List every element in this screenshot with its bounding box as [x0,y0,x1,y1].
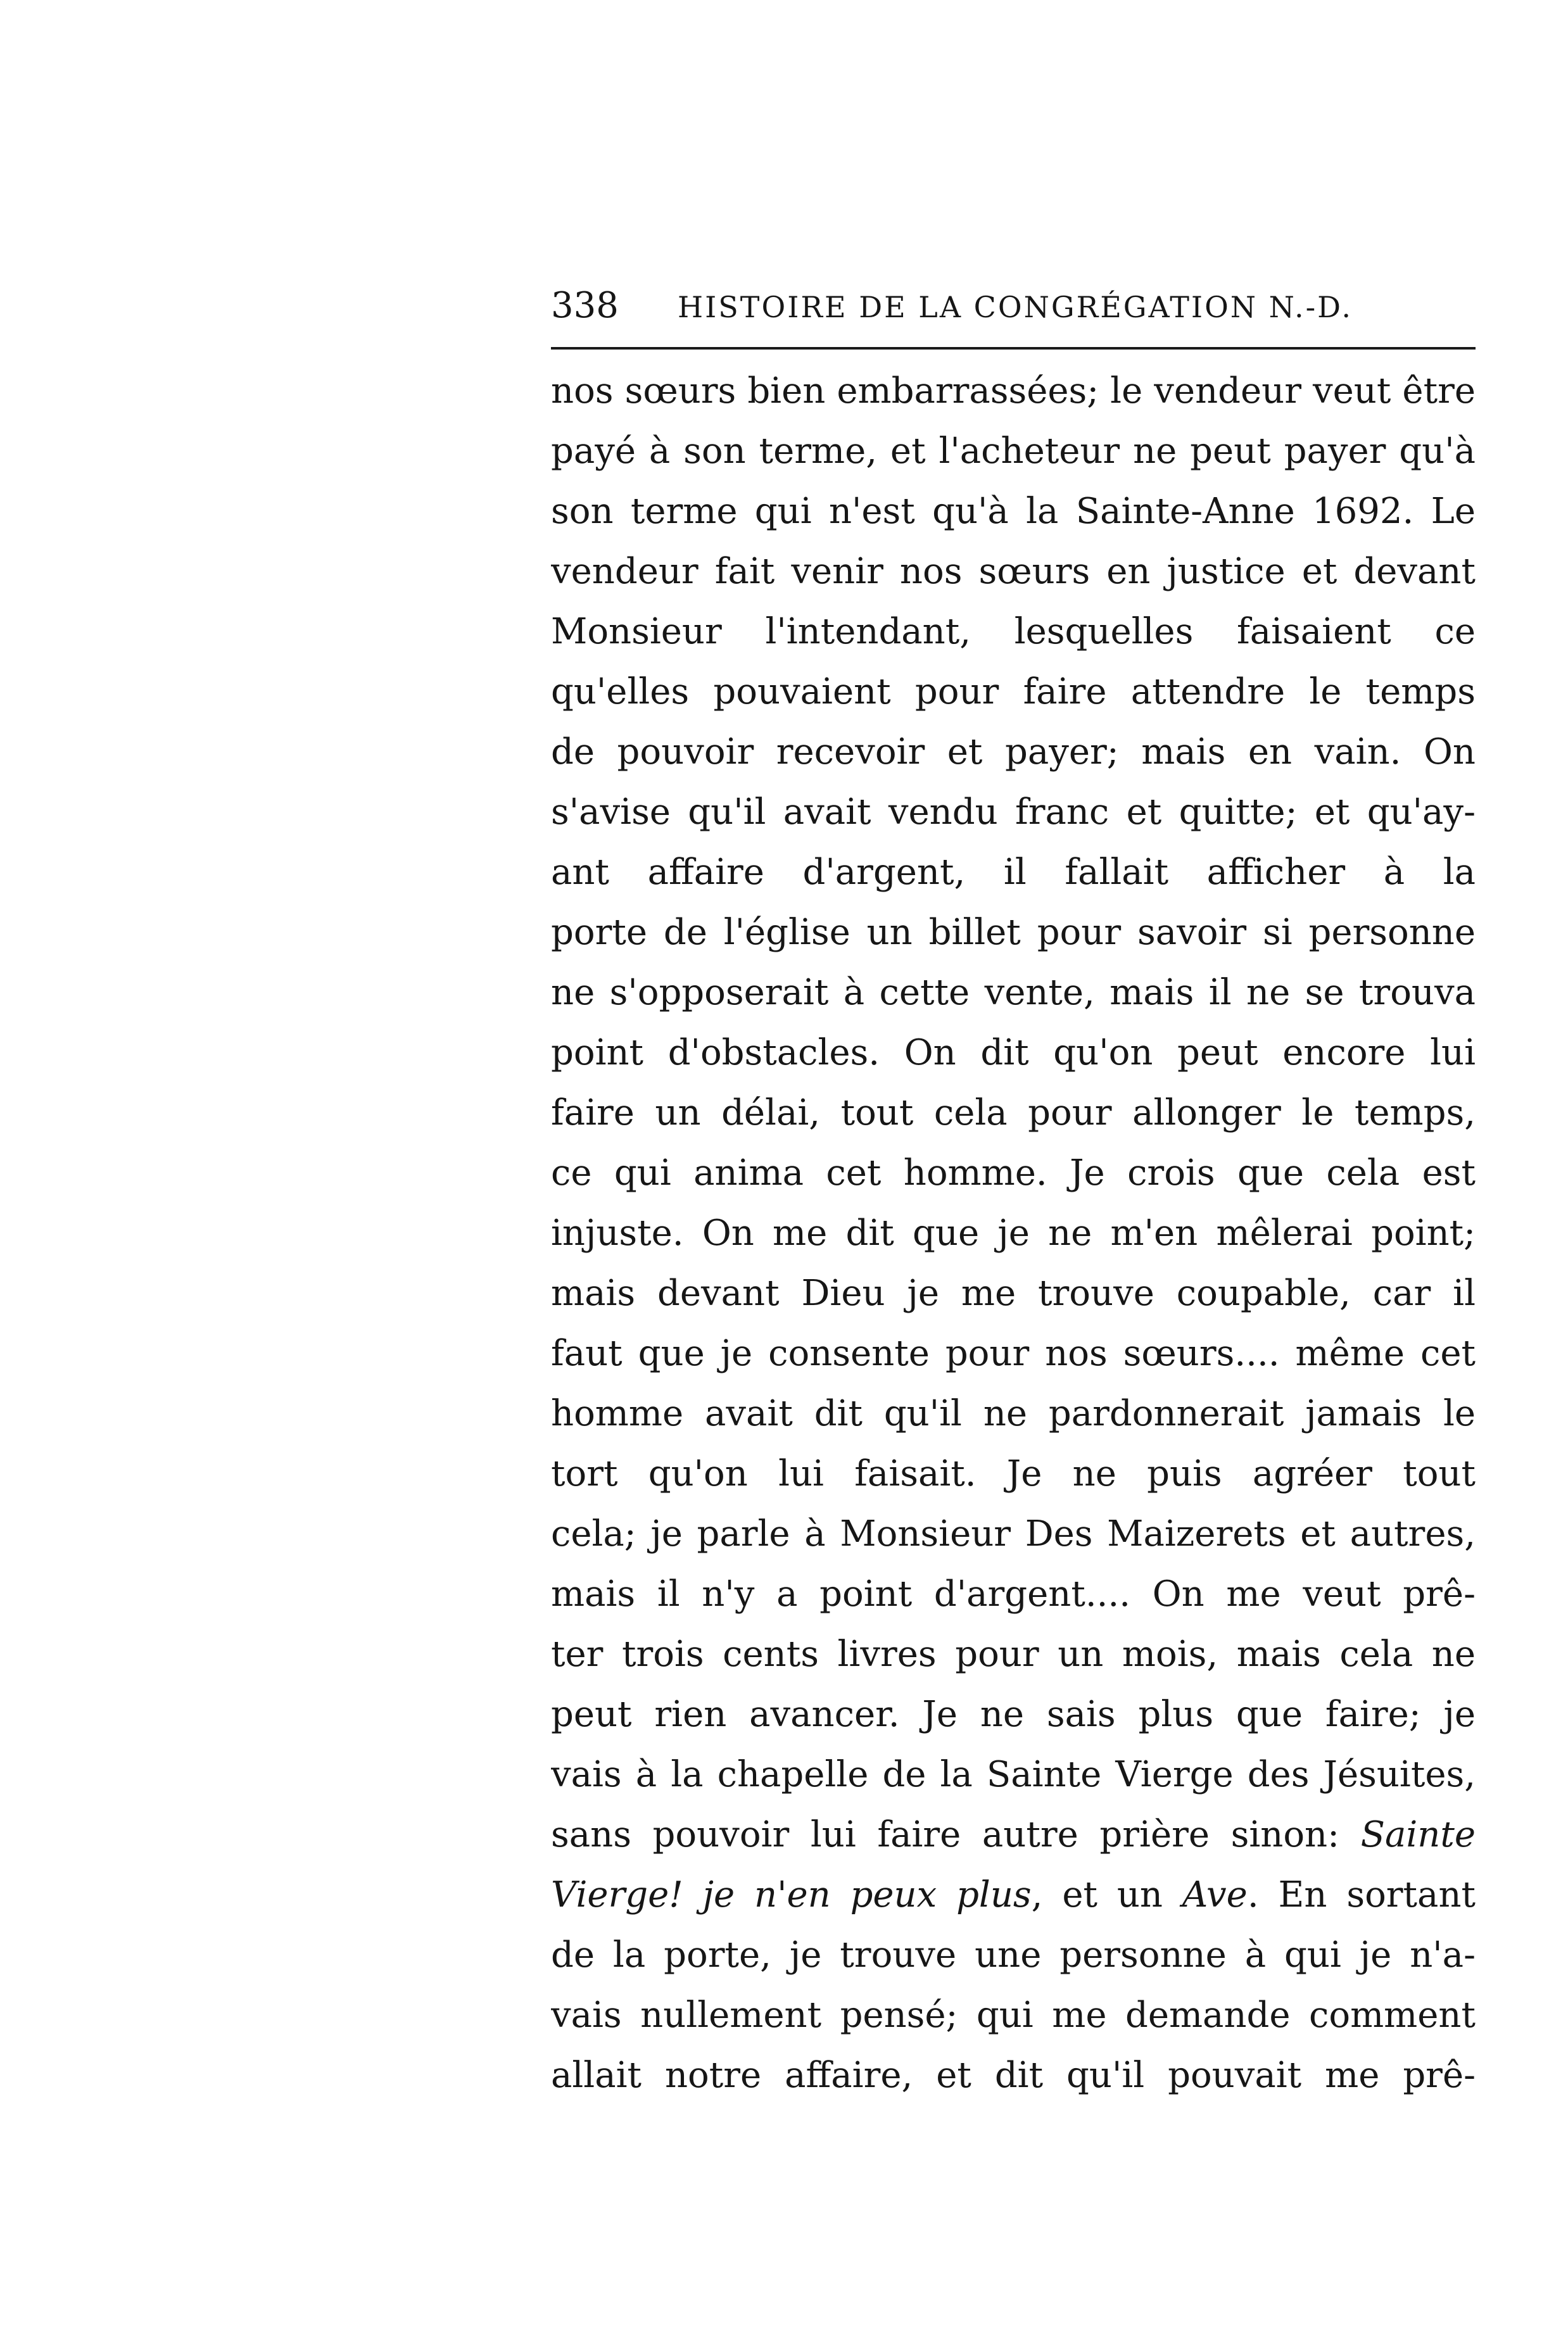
text-line-with-italic [551,1805,1476,1865]
text-line: peut rien avancer. Je ne sais plus que faire; je [551,1694,1476,1735]
page-header [551,284,1476,328]
text-line: cela; je parle à Monsieur Des Maizerets et autres, [551,1513,1476,1555]
text-line: ne s'opposerait à cette vente, mais il ne se trouva [551,972,1476,1013]
text-segment: sans pouvoir lui faire autre prière sinon: [551,1814,1339,1855]
text-line: son terme qui n'est qu'à la Sainte-Anne 1692. Le [551,491,1476,532]
body-text [551,361,1476,2105]
text-line: vendeur fait venir nos sœurs en justice et devant [551,551,1476,592]
text-line: ant affaire d'argent, il fallait afficher à la [551,852,1476,893]
text-line: point d'obstacles. On dit qu'on peut encore lui [551,1032,1476,1073]
running-head: HISTOIRE DE LA CONGRÉGATION N.-D. [678,290,1353,324]
header-rule [551,347,1476,350]
text-line: ter trois cents livres pour un mois, mais cela ne [551,1634,1476,1675]
text-line: porte de l'église un billet pour savoir si personne [551,912,1476,953]
text-line: nos sœurs bien embarrassées; le vendeur veut être [551,370,1476,412]
text-line: mais devant Dieu je me trouve coupable, car il [551,1273,1476,1314]
page-number: 338 [551,285,619,326]
italic-ave: Ave [1182,1874,1248,1915]
text-line: payé à son terme, et l'acheteur ne peut payer qu'à [551,431,1476,472]
text-line: de la porte, je trouve une personne à qui je n'a- [551,1934,1476,1976]
text-segment: . En sortant [1247,1874,1476,1915]
text-line: vais nullement pensé; qui me demande comment [551,1995,1476,2036]
text-segment: , et un [1031,1874,1182,1915]
text-line: mais il n'y a point d'argent.... On me veut prê- [551,1574,1476,1615]
text-line: de pouvoir recevoir et payer; mais en vain. On [551,731,1476,773]
text-line: allait notre affaire, et dit qu'il pouvait me prê- [551,2055,1476,2096]
text-line-with-italic [551,1865,1476,1925]
italic-prayer: Vierge! je n'en peux plus [551,1874,1032,1915]
text-line: tort qu'on lui faisait. Je ne puis agréer tout [551,1453,1476,1494]
text-line: injuste. On me dit que je ne m'en mêlerai point; [551,1213,1476,1254]
text-line: ce qui anima cet homme. Je crois que cela est [551,1152,1476,1194]
text-line: Monsieur l'intendant, lesquelles faisaient ce [551,611,1476,652]
text-line: faire un délai, tout cela pour allonger le temps, [551,1092,1476,1133]
text-line: homme avait dit qu'il ne pardonnerait jamais le [551,1393,1476,1434]
italic-sainte: Sainte [1360,1814,1476,1855]
text-line: qu'elles pouvaient pour faire attendre le temps [551,671,1476,712]
text-line: vais à la chapelle de la Sainte Vierge des Jésuites, [551,1754,1476,1795]
text-line: s'avise qu'il avait vendu franc et quitte; et qu'ay- [551,792,1476,833]
text-line: faut que je consente pour nos sœurs.... même cet [551,1333,1476,1374]
